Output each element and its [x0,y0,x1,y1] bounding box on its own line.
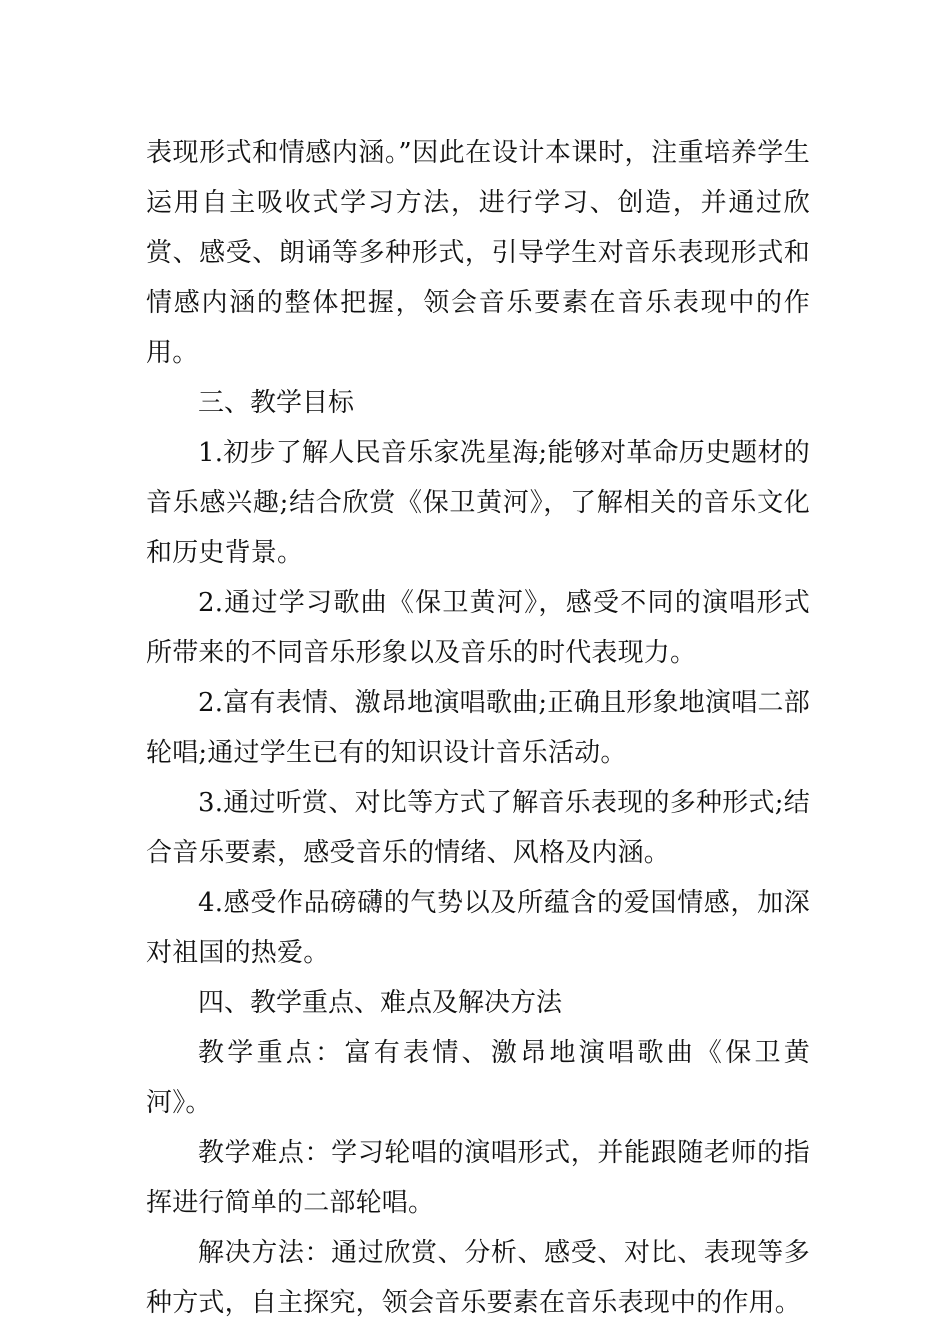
document-page [146,128,810,1328]
section-heading-teaching-goals: 三、教学目标 [198,388,355,418]
solution-paragraph: 解决方法：通过欣赏、分析、感受、对比、表现等多种方式，自主探究，领会音乐要素在音乐表现中的作用。 [146,1238,810,1318]
goal-item-2b: 2.富有表情、激昂地演唱歌曲;正确且形象地演唱二部轮唱;通过学生已有的知识设计音乐活动。 [146,688,810,768]
paragraph-intro-continued: 表现形式和情感内涵。”因此在设计本课时，注重培养学生运用自主吸收式学习方法，进行学习、创造，并通过欣赏、感受、朗诵等多种形式，引导学生对音乐表现形式和情感内涵的整体把握，领会音乐要素在音乐表现中的作用。 [146,138,810,368]
goal-item-1: 1.初步了解人民音乐家冼星海;能够对革命历史题材的音乐感兴趣;结合欣赏《保卫黄河》，了解相关的音乐文化和历史背景。 [146,438,810,568]
goal-item-2a: 2.通过学习歌曲《保卫黄河》，感受不同的演唱形式所带来的不同音乐形象以及音乐的时代表现力。 [146,588,810,668]
difficulty-paragraph: 教学难点：学习轮唱的演唱形式，并能跟随老师的指挥进行简单的二部轮唱。 [146,1138,810,1218]
goal-item-3: 3.通过听赏、对比等方式了解音乐表现的多种形式;结合音乐要素，感受音乐的情绪、风格及内涵。 [146,788,810,868]
section-heading-key-points: 四、教学重点、难点及解决方法 [198,988,563,1018]
key-point-paragraph: 教学重点：富有表情、激昂地演唱歌曲《保卫黄河》。 [146,1038,810,1118]
goal-item-4: 4.感受作品磅礴的气势以及所蕴含的爱国情感，加深对祖国的热爱。 [146,888,810,968]
